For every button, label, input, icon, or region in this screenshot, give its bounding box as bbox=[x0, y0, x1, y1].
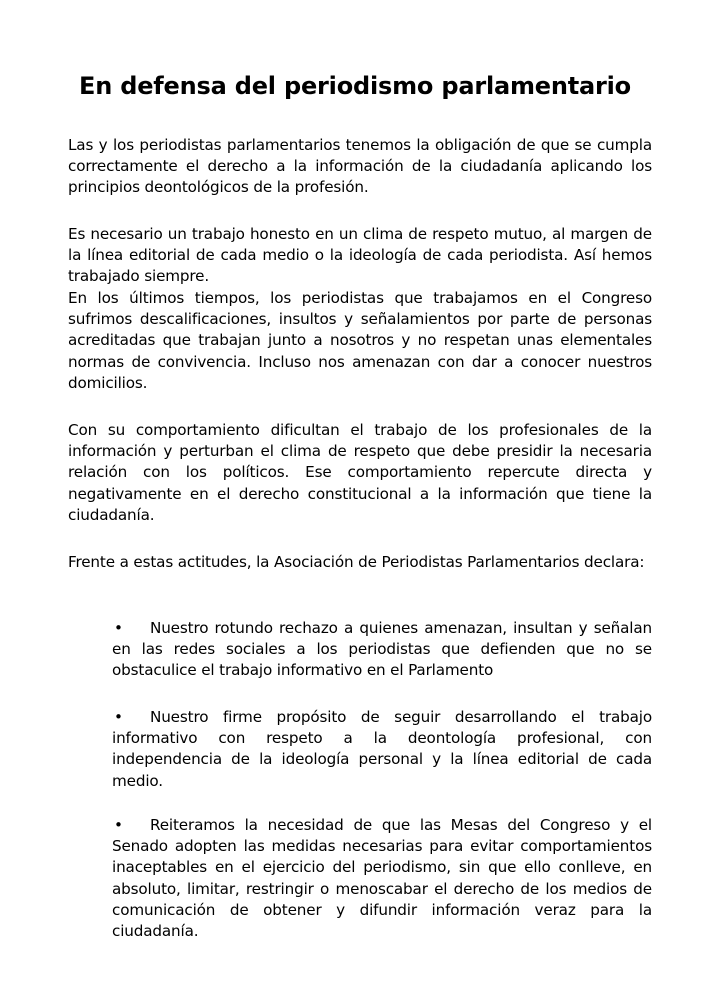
paragraph-2: Es necesario un trabajo honesto en un clima de respeto mutuo, al margen de la línea editorial de cada medio o la ideología de cada periodista. Así hemos trabajado siempre. bbox=[68, 225, 652, 286]
paragraph-3: En los últimos tiempos, los periodistas que trabajamos en el Congreso sufrimos descalificaciones, insultos y señalamientos por parte de personas acreditadas que trabajan junto a nosotros y no respetan unas elementales normas de convivencia. Incluso nos amenazan con dar a conocer nuestros domicilios. bbox=[68, 289, 652, 392]
document-title: En defensa del periodismo parlamentario bbox=[79, 72, 631, 100]
paragraph-1: Las y los periodistas parlamentarios tenemos la obligación de que se cumpla correctamente el derecho a la información de la ciudadanía aplicando los principios deontológicos de la profesión. bbox=[68, 136, 652, 197]
bullet-text-2: Nuestro firme propósito de seguir desarrollando el trabajo informativo con respeto a la deontología profesional, con independencia de la ideología personal y la línea editorial de cada medio. bbox=[112, 708, 652, 790]
paragraph-5: Frente a estas actitudes, la Asociación de Periodistas Parlamentarios declara: bbox=[68, 553, 645, 571]
bullet-item-3 bbox=[112, 815, 652, 942]
bullet-item-1 bbox=[112, 618, 652, 682]
bullet-marker: • bbox=[114, 619, 123, 637]
bullet-marker: • bbox=[114, 816, 123, 834]
bullet-text-3: Reiteramos la necesidad de que las Mesas del Congreso y el Senado adopten las medidas necesarias para evitar comportamientos inaceptables en el ejercicio del periodismo, sin que ello conlleve, en absoluto, limitar, restringir o menoscabar el derecho de los medios de comunicación de obtener y difundir información veraz para la ciudadanía. bbox=[112, 816, 652, 941]
paragraph-4: Con su comportamiento dificultan el trabajo de los profesionales de la información y perturban el clima de respeto que debe presidir la necesaria relación con los políticos. Ese comportamiento repercute directa y negativamente en el derecho constitucional a la información que tiene la ciudadanía. bbox=[68, 421, 652, 524]
bullet-marker: • bbox=[114, 708, 123, 726]
bullet-item-2 bbox=[112, 707, 652, 792]
bullet-text-1: Nuestro rotundo rechazo a quienes amenazan, insultan y señalan en las redes sociales a los periodistas que defienden que no se obstaculice el trabajo informativo en el Parlamento bbox=[112, 619, 652, 680]
